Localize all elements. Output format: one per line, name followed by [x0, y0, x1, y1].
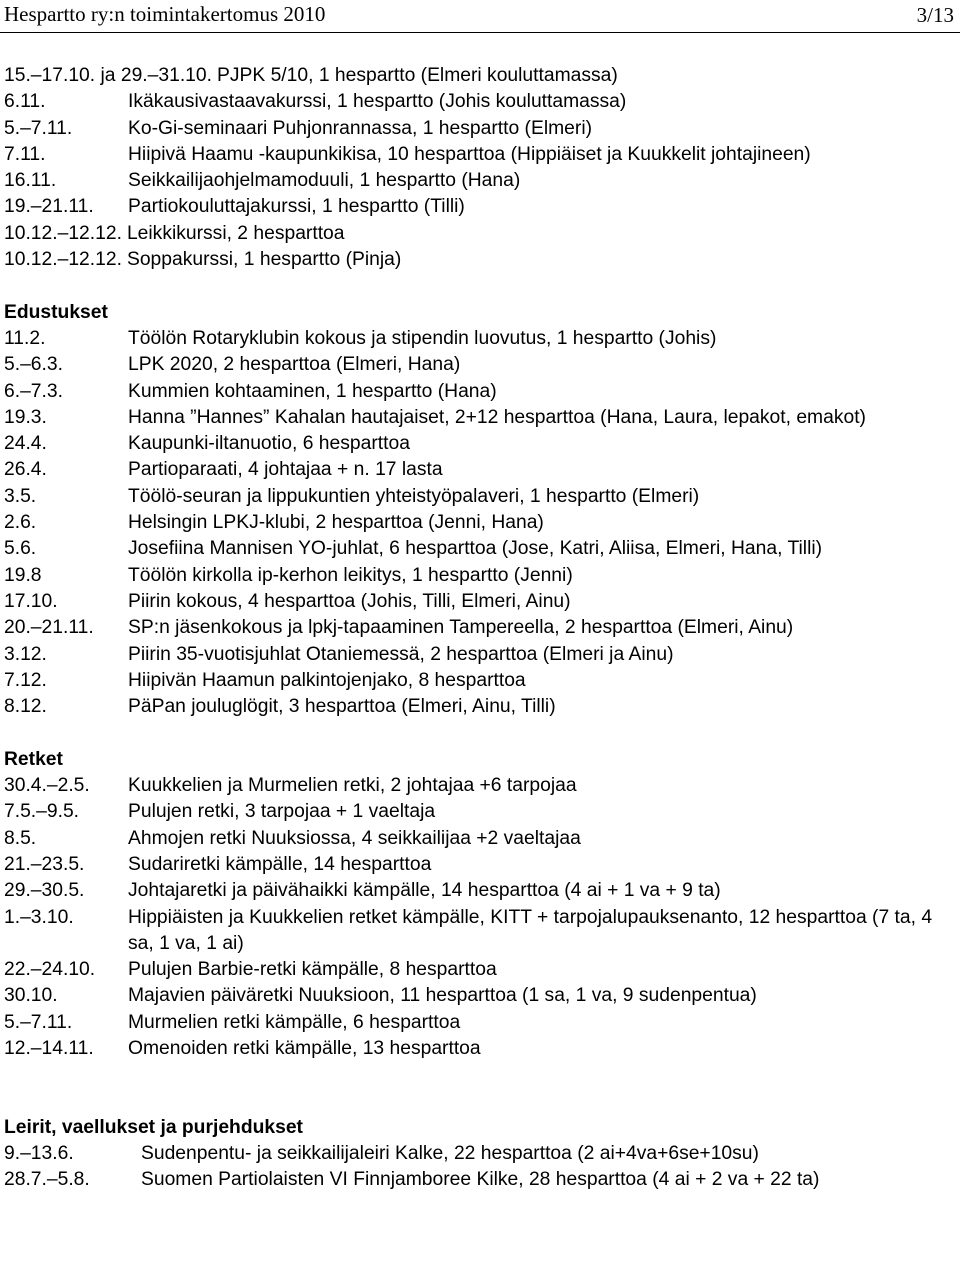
list-item — [4, 63, 954, 89]
list-item — [4, 1167, 954, 1193]
item-date: 17.10. — [4, 590, 58, 612]
item-text: Sudariretki kämpälle, 14 hesparttoa — [128, 853, 432, 875]
item-date: 3.5. — [4, 485, 37, 507]
item-date: 5.–7.11. — [4, 117, 73, 139]
spacer — [4, 273, 954, 299]
item-date: 10.12.–12.12. — [4, 222, 122, 244]
item-text: Majavien päiväretki Nuuksioon, 11 hesparttoa (1 sa, 1 va, 9 sudenpentua) — [128, 985, 757, 1007]
item-date: 15.–17.10. ja 29.–31.10. — [4, 65, 212, 86]
item-text: Suomen Partiolaisten VI Finnjamboree Kilke, 28 hesparttoa (4 ai + 2 va + 22 ta) — [141, 1169, 820, 1191]
list-item — [4, 431, 954, 457]
section-heading: Leirit, vaellukset ja purjehdukset — [4, 1116, 303, 1138]
item-text: Partioparaati, 4 johtajaa + n. 17 lasta — [128, 459, 443, 481]
list-item — [4, 221, 954, 247]
item-date: 19.8 — [4, 564, 42, 586]
item-text: Murmelien retki kämpälle, 6 hesparttoa — [128, 1011, 461, 1033]
item-text: Töölön kirkolla ip-kerhon leikitys, 1 hespartto (Jenni) — [128, 564, 573, 586]
item-text: Töölö-seuran ja lippukuntien yhteistyöpalaveri, 1 hespartto (Elmeri) — [128, 485, 700, 507]
list-item — [4, 142, 954, 168]
list-item — [4, 799, 954, 825]
item-date: 1.–3.10. — [4, 906, 74, 928]
item-date: 9.–13.6. — [4, 1143, 74, 1165]
item-text: Josefiina Mannisen YO-juhlat, 6 hesparttoa (Jose, Katri, Aliisa, Elmeri, Hana, Tilli) — [128, 538, 823, 560]
list-item — [4, 194, 954, 220]
item-text: Sudenpentu- ja seikkailijaleiri Kalke, 22 hesparttoa (2 ai+4va+6se+10su) — [141, 1143, 759, 1165]
list-item — [4, 563, 954, 589]
item-date: 8.5. — [4, 827, 37, 849]
item-date: 19.–21.11. — [4, 196, 94, 218]
item-date: 7.5.–9.5. — [4, 801, 80, 823]
item-text: Pulujen Barbie-retki kämpälle, 8 hesparttoa — [128, 959, 497, 981]
item-date: 30.4.–2.5. — [4, 775, 90, 797]
item-text: Leikkikurssi, 2 hesparttoa — [126, 222, 345, 244]
item-date: 19.3. — [4, 406, 47, 428]
trips-section — [4, 747, 954, 1063]
item-text: Kummien kohtaaminen, 1 hespartto (Hana) — [128, 380, 497, 402]
list-item — [4, 615, 954, 641]
list-item — [4, 694, 954, 720]
section-heading: Retket — [4, 748, 63, 770]
header-divider — [0, 32, 960, 33]
item-text: Piirin 35-vuotisjuhlat Otaniemessä, 2 hesparttoa (Elmeri ja Ainu) — [128, 643, 674, 665]
item-date: 5.–7.11. — [4, 1011, 73, 1033]
item-text: Partiokouluttajakurssi, 1 hespartto (Tilli) — [128, 196, 465, 218]
item-text: Piirin kokous, 4 hesparttoa (Johis, Tilli, Elmeri, Ainu) — [128, 590, 571, 612]
item-text: Ko-Gi-seminaari Puhjonrannassa, 1 hespartto (Elmeri) — [128, 117, 593, 139]
item-text: PäPan jouluglögit, 3 hesparttoa (Elmeri, Ainu, Tilli) — [128, 696, 556, 718]
list-item — [4, 352, 954, 378]
item-date: 16.11. — [4, 170, 57, 192]
item-date: 10.12.–12.12. — [4, 249, 122, 271]
item-text: Ikäkausivastaavakurssi, 1 hespartto (Johis kouluttamassa) — [128, 91, 627, 113]
item-text: Helsingin LPKJ-klubi, 2 hesparttoa (Jenni, Hana) — [128, 512, 544, 534]
list-item — [4, 536, 954, 562]
list-item — [4, 247, 954, 273]
camps-section — [4, 1115, 954, 1194]
item-date: 6.–7.3. — [4, 380, 63, 402]
list-item — [4, 589, 954, 615]
item-date: 2.6. — [4, 512, 37, 534]
item-date: 29.–30.5. — [4, 880, 85, 902]
training-list — [4, 63, 954, 273]
list-item — [4, 168, 954, 194]
list-item — [4, 1010, 954, 1036]
list-item — [4, 1036, 954, 1062]
list-item — [4, 773, 954, 799]
list-item — [4, 668, 954, 694]
list-item — [4, 905, 954, 958]
item-date: 3.12. — [4, 643, 47, 665]
item-date: 12.–14.11. — [4, 1037, 94, 1059]
item-text: Hippiäisten ja Kuukkelien retket kämpälle, KITT + tarpojalupauksenanto, 12 hesparttoa (7 ta, 4 sa, 1 va, 1 ai) — [128, 906, 933, 954]
item-text: Johtajaretki ja päivähaikki kämpälle, 14 hesparttoa (4 ai + 1 va + 9 ta) — [128, 880, 721, 902]
item-text: Ahmojen retki Nuuksiossa, 4 seikkailijaa +2 vaeltajaa — [128, 827, 581, 849]
item-text: Omenoiden retki kämpälle, 13 hesparttoa — [128, 1037, 481, 1059]
item-date: 7.12. — [4, 669, 47, 691]
item-text: LPK 2020, 2 hesparttoa (Elmeri, Hana) — [128, 354, 461, 376]
item-date: 30.10. — [4, 985, 58, 1007]
document-title: Hespartto ry:n toimintakertomus 2010 — [4, 2, 326, 26]
document-body — [4, 63, 954, 1194]
item-date: 28.7.–5.8. — [4, 1169, 90, 1191]
item-date: 24.4. — [4, 433, 47, 455]
list-item — [4, 878, 954, 904]
spacer — [4, 720, 954, 746]
item-text: Hiipivän Haamun palkintojenjako, 8 hesparttoa — [128, 669, 526, 691]
item-text: Kaupunki-iltanuotio, 6 hesparttoa — [128, 433, 410, 455]
list-item — [4, 89, 954, 115]
item-text: Hanna ”Hannes” Kahalan hautajaiset, 2+12 hesparttoa (Hana, Laura, lepakot, emakot) — [128, 406, 866, 428]
item-text: Kuukkelien ja Murmelien retki, 2 johtajaa +6 tarpojaa — [128, 775, 577, 797]
list-item — [4, 510, 954, 536]
list-item — [4, 826, 954, 852]
item-date: 5.–6.3. — [4, 354, 63, 376]
item-text: Hiipivä Haamu -kaupunkikisa, 10 hesparttoa (Hippiäiset ja Kuukkelit johtajineen) — [128, 143, 811, 165]
item-text: Pulujen retki, 3 tarpojaa + 1 vaeltaja — [128, 801, 436, 823]
item-date: 26.4. — [4, 459, 47, 481]
page-number: 3/13 — [916, 3, 954, 27]
section-heading: Edustukset — [4, 301, 108, 323]
item-date: 21.–23.5. — [4, 853, 85, 875]
item-date: 7.11. — [4, 143, 46, 165]
item-date: 22.–24.10. — [4, 959, 96, 981]
list-item — [4, 1141, 954, 1167]
item-date: 8.12. — [4, 696, 47, 718]
list-item — [4, 457, 954, 483]
list-item — [4, 957, 954, 983]
list-item — [4, 405, 954, 431]
item-date: 20.–21.11. — [4, 617, 94, 639]
item-date: 5.6. — [4, 538, 37, 560]
list-item — [4, 642, 954, 668]
list-item — [4, 116, 954, 142]
list-item — [4, 326, 954, 352]
item-text: Soppakurssi, 1 hespartto (Pinja) — [126, 249, 402, 271]
item-date: 6.11. — [4, 91, 46, 113]
item-text: PJPK 5/10, 1 hespartto (Elmeri kouluttamassa) — [217, 65, 618, 86]
list-item — [4, 379, 954, 405]
representations-section — [4, 300, 954, 721]
item-text: Seikkailijaohjelmamoduuli, 1 hespartto (Hana) — [128, 170, 521, 192]
list-item — [4, 852, 954, 878]
item-date: 11.2. — [4, 327, 46, 349]
page-header — [0, 0, 960, 30]
list-item — [4, 983, 954, 1009]
item-text: SP:n jäsenkokous ja lpkj-tapaaminen Tampereella, 2 hesparttoa (Elmeri, Ainu) — [128, 617, 794, 639]
list-item — [4, 484, 954, 510]
spacer — [4, 1062, 954, 1115]
item-text: Töölön Rotaryklubin kokous ja stipendin luovutus, 1 hespartto (Johis) — [128, 327, 717, 349]
